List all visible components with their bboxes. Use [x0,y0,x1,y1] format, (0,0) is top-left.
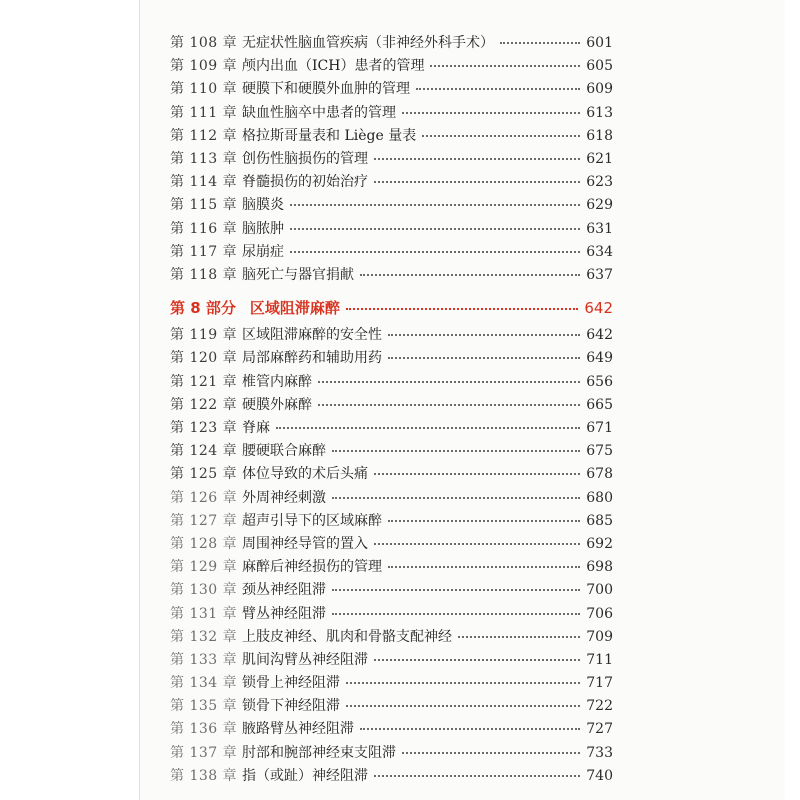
chapter-number: 第 131 章 [170,605,238,622]
toc-row [170,765,613,788]
chapter-title: 无症状性脑血管疾病（非神经外科手术） [242,35,494,51]
chapter-title: 腰硬联合麻醉 [242,443,326,460]
chapter-title: 创伤性脑损伤的管理 [242,150,368,167]
toc-row [170,394,613,417]
chapter-title: 超声引导下的区域麻醉 [242,512,382,529]
toc-row [170,32,613,55]
chapter-title: 指（或趾）神经阻滞 [242,767,368,784]
page-number: 692 [586,535,613,552]
chapter-number: 第 136 章 [170,721,238,738]
toc-row [170,241,613,264]
leader-dots [402,751,580,754]
chapter-number: 第 132 章 [170,628,238,645]
toc-row [170,579,613,602]
page-number: 609 [586,81,613,98]
chapter-title: 锁骨下神经阻滞 [242,698,340,715]
leader-dots [318,403,580,406]
chapter-title: 局部麻醉药和辅助用药 [242,350,382,367]
chapter-number: 第 118 章 [170,266,238,283]
toc-row [170,371,613,394]
page-number: 727 [586,721,613,738]
leader-dots [374,180,580,183]
page-number: 733 [586,744,613,761]
leader-dots [374,542,580,545]
page-number: 642 [586,327,613,344]
chapter-number: 第 108 章 [170,35,238,51]
leader-dots [388,356,580,359]
leader-dots [290,250,580,253]
page-number: 649 [586,350,613,367]
leader-dots [374,472,580,475]
chapter-number: 第 130 章 [170,582,238,599]
toc-row [170,78,613,101]
page-number: 621 [586,150,613,167]
toc-row [170,347,613,370]
page-number: 706 [586,605,613,622]
leader-dots [388,519,580,522]
leader-dots [388,565,580,568]
leader-dots [430,64,580,67]
chapter-number: 第 115 章 [170,197,238,214]
chapter-number: 第 110 章 [170,81,238,98]
chapter-title: 缺血性脑卒中患者的管理 [242,104,396,121]
page-number: 711 [586,651,613,668]
page-number: 717 [586,675,613,692]
toc-row [170,695,613,718]
chapter-number: 第 122 章 [170,396,238,413]
chapter-title: 硬膜外麻醉 [242,396,312,413]
leader-dots [332,449,580,452]
toc-row [170,194,613,217]
page-number: 722 [586,698,613,715]
leader-dots [332,496,580,499]
leader-dots [332,588,580,591]
leader-dots [360,727,580,730]
toc-row [170,510,613,533]
chapter-number: 第 117 章 [170,243,238,260]
chapter-number: 第 116 章 [170,220,238,237]
toc-row [170,626,613,649]
chapter-title: 尿崩症 [242,243,284,260]
page-number: 678 [586,466,613,483]
toc-row [170,672,613,695]
leader-dots [276,426,580,429]
chapter-title: 脊髓损伤的初始治疗 [242,174,368,191]
chapter-title: 腋路臂丛神经阻滞 [242,721,354,738]
toc-row [170,718,613,741]
page-number: 671 [586,420,613,436]
page-number: 680 [586,489,613,506]
toc-row [170,264,613,287]
leader-dots [318,380,580,383]
chapter-number: 第 133 章 [170,651,238,668]
leader-dots [402,111,580,114]
leader-dots [346,704,580,707]
chapter-number: 第 125 章 [170,466,238,483]
page-number: 631 [586,220,613,237]
page-number: 656 [586,373,613,390]
page-number: 685 [586,512,613,529]
chapter-title: 锁骨上神经阻滞 [242,675,340,692]
toc-row [170,487,613,510]
chapter-title: 脊麻 [242,420,270,436]
toc-part-heading [170,297,613,320]
leader-dots [290,227,580,230]
page-number: 613 [586,104,613,121]
leader-dots [422,134,580,137]
toc-section-before [170,32,613,287]
toc-row [170,324,613,347]
chapter-title: 椎管内麻醉 [242,373,312,390]
toc-row [170,463,613,486]
toc-row [170,533,613,556]
chapter-title: 麻醉后神经损伤的管理 [242,559,382,576]
page-number: 605 [586,58,613,75]
chapter-title: 颅内出血（ICH）患者的管理 [242,58,425,75]
page-number: 634 [586,243,613,260]
leader-dots [374,658,580,661]
chapter-number: 第 111 章 [170,104,238,121]
chapter-number: 第 112 章 [170,127,238,144]
toc-row [170,218,613,241]
chapter-title: 硬膜下和硬膜外血肿的管理 [242,81,410,98]
toc-row [170,649,613,672]
toc-row [170,102,613,125]
toc-row [170,148,613,171]
leader-dots [290,203,580,206]
part-title: 区域阻滞麻醉 [249,299,340,318]
page-number: 700 [586,582,613,599]
leader-dots [374,157,580,160]
page-number: 623 [586,174,613,191]
leader-dots [346,681,580,684]
page-number: 665 [586,396,613,413]
leader-dots [388,333,580,336]
chapter-title: 肘部和腕部神经束支阻滞 [242,744,396,761]
chapter-title: 脑死亡与器官捐献 [242,266,354,283]
page-number: 709 [586,628,613,645]
leader-dots [360,273,580,276]
part-page-number: 642 [584,299,613,318]
chapter-number: 第 119 章 [170,327,238,344]
toc-row [170,417,613,440]
toc-row [170,440,613,463]
leader-dots [332,612,580,615]
chapter-title: 体位导致的术后头痛 [242,466,368,483]
chapter-title: 颈丛神经阻滞 [242,582,326,599]
leader-dots [500,41,580,44]
toc-row [170,556,613,579]
toc-row [170,603,613,626]
chapter-title: 区域阻滞麻醉的安全性 [242,327,382,344]
chapter-title: 肌间沟臂丛神经阻滞 [242,651,368,668]
chapter-number: 第 124 章 [170,443,238,460]
toc-section-after [170,324,613,788]
toc-row [170,171,613,194]
chapter-number: 第 113 章 [170,150,238,167]
chapter-number: 第 126 章 [170,489,238,506]
part-label: 第 8 部分 [170,299,236,318]
chapter-number: 第 137 章 [170,744,238,761]
toc-row [170,742,613,765]
chapter-number: 第 135 章 [170,698,238,715]
chapter-title: 脑脓肿 [242,220,284,237]
chapter-number: 第 123 章 [170,420,238,436]
chapter-title: 脑膜炎 [242,197,284,214]
toc-row [170,125,613,148]
leader-dots [346,307,578,310]
chapter-title: 外周神经刺激 [242,489,326,506]
chapter-title: 臂丛神经阻滞 [242,605,326,622]
leader-dots [374,774,580,777]
chapter-number: 第 134 章 [170,675,238,692]
leader-dots [416,87,580,90]
chapter-number: 第 109 章 [170,58,238,75]
chapter-number: 第 128 章 [170,535,238,552]
page-number: 601 [586,35,613,51]
page-number: 629 [586,197,613,214]
chapter-number: 第 120 章 [170,350,238,367]
chapter-number: 第 129 章 [170,559,238,576]
chapter-number: 第 121 章 [170,373,238,390]
chapter-title: 上肢皮神经、肌肉和骨骼支配神经 [242,628,452,645]
page-number: 637 [586,266,613,283]
chapter-number: 第 127 章 [170,512,238,529]
chapter-number: 第 114 章 [170,174,238,191]
toc-row [170,55,613,78]
page-number: 618 [586,127,613,144]
table-of-contents [170,32,613,788]
page-number: 740 [586,767,613,784]
page-number: 675 [586,443,613,460]
leader-dots [458,635,580,638]
chapter-number: 第 138 章 [170,767,238,784]
page-number: 698 [586,559,613,576]
chapter-title: 周围神经导管的置入 [242,535,368,552]
chapter-title: 格拉斯哥量表和 Liège 量表 [242,127,417,144]
